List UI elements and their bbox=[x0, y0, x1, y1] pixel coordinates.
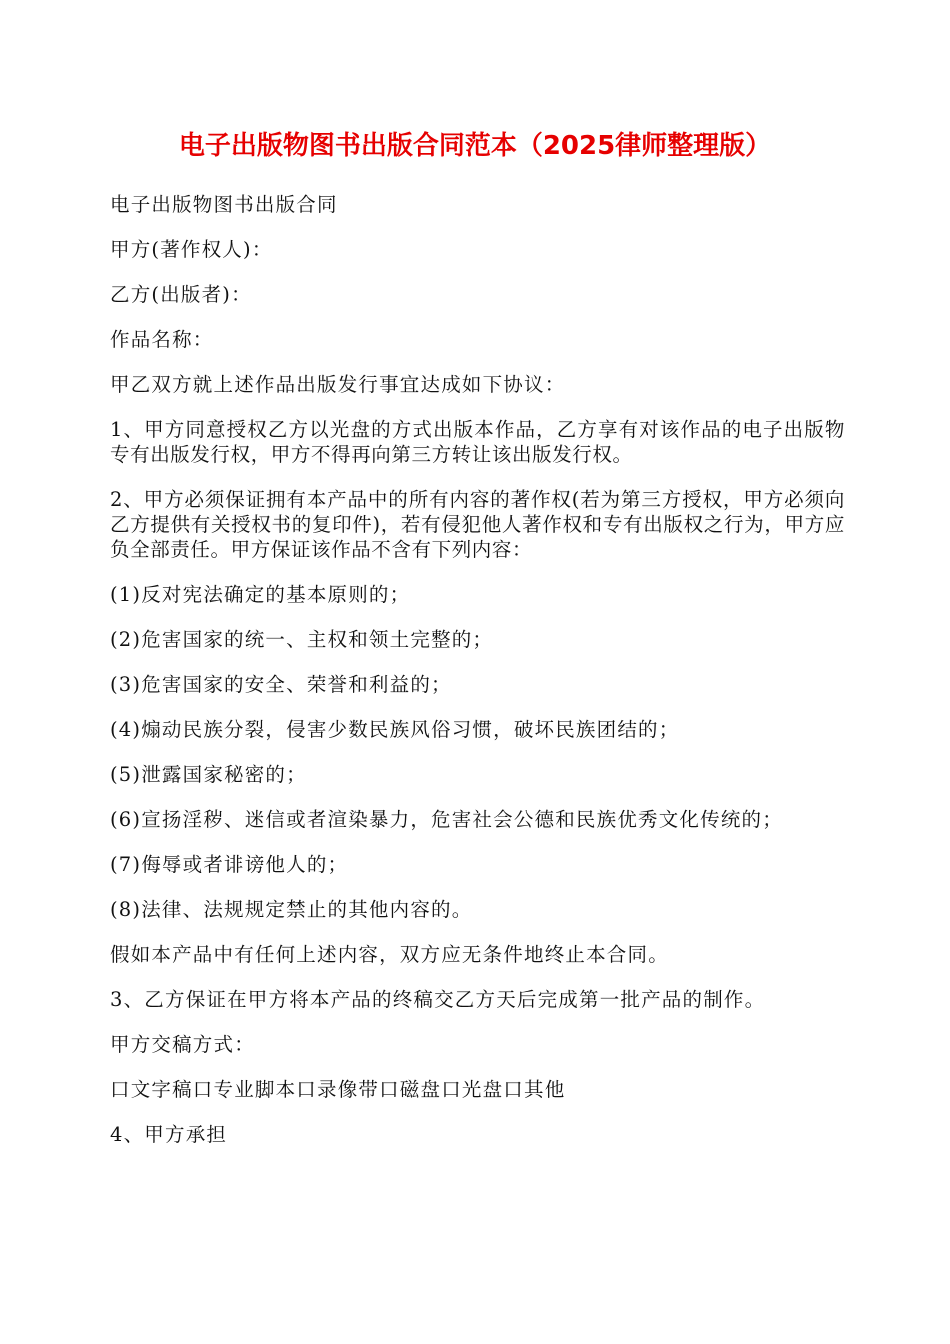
party-a-line: 甲方(著作权人)： bbox=[110, 238, 273, 261]
party-b-line: 乙方(出版者)： bbox=[110, 283, 252, 306]
clause-2: 2、甲方必须保证拥有本产品中的所有内容的著作权(若为第三方授权，甲方必须向乙方提供有关授权书的复印件)，若有侵犯他人著作权和专有出版权之行为，甲方应负全部责任。甲方保证该作品不含有下列内容： bbox=[110, 488, 845, 561]
document-title: 电子出版物图书出版合同范本（2025律师整理版） bbox=[178, 131, 772, 161]
clause-1: 1、甲方同意授权乙方以光盘的方式出版本作品，乙方享有对该作品的电子出版物专有出版发行权，甲方不得再向第三方转让该出版发行权。 bbox=[110, 418, 845, 466]
prohibited-item-5: (5)泄露国家秘密的； bbox=[110, 763, 307, 786]
submission-options: 口文字稿口专业脚本口录像带口磁盘口光盘口其他 bbox=[110, 1078, 566, 1101]
submission-method-label: 甲方交稿方式： bbox=[110, 1033, 255, 1056]
clause-3: 3、乙方保证在甲方将本产品的终稿交乙方天后完成第一批产品的制作。 bbox=[110, 988, 766, 1011]
prohibited-item-1: (1)反对宪法确定的基本原则的； bbox=[110, 583, 411, 606]
prohibited-item-7: (7)侮辱或者诽谤他人的； bbox=[110, 853, 349, 876]
contract-heading: 电子出版物图书出版合同 bbox=[110, 193, 338, 216]
prohibited-item-2: (2)危害国家的统一、主权和领土完整的； bbox=[110, 628, 494, 651]
agreement-intro: 甲乙双方就上述作品出版发行事宜达成如下协议： bbox=[110, 373, 566, 396]
prohibited-item-3: (3)危害国家的安全、荣誉和利益的； bbox=[110, 673, 452, 696]
prohibited-item-8: (8)法律、法规规定禁止的其他内容的。 bbox=[110, 898, 473, 921]
work-name-line: 作品名称： bbox=[110, 328, 214, 351]
termination-clause: 假如本产品中有任何上述内容，双方应无条件地终止本合同。 bbox=[110, 943, 669, 966]
prohibited-item-4: (4)煽动民族分裂，侵害少数民族风俗习惯，破坏民族团结的； bbox=[110, 718, 680, 741]
prohibited-item-6: (6)宣扬淫秽、迷信或者渲染暴力，危害社会公德和民族优秀文化传统的； bbox=[110, 808, 783, 831]
document-body bbox=[110, 192, 845, 1167]
clause-4: 4、甲方承担 bbox=[110, 1123, 228, 1146]
